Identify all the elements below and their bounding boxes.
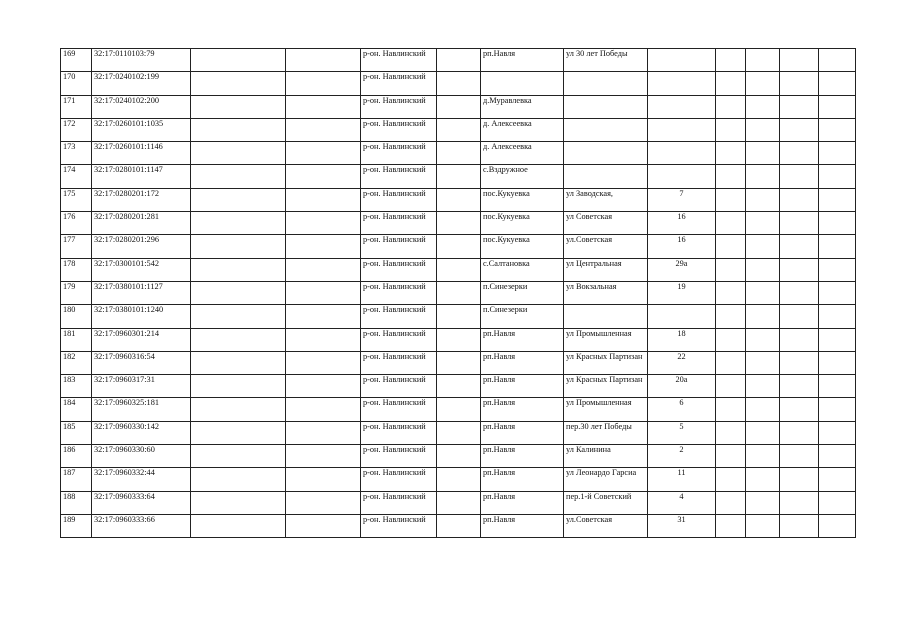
row-number-cell: 185 <box>61 421 92 444</box>
row-number-cell: 189 <box>61 514 92 537</box>
empty-cell <box>780 445 819 468</box>
cadastral-number-cell: 32:17:0280201:172 <box>92 188 191 211</box>
empty-cell <box>819 188 856 211</box>
cadastral-number-cell: 32:17:0280201:296 <box>92 235 191 258</box>
row-number-cell: 188 <box>61 491 92 514</box>
empty-cell <box>191 468 286 491</box>
empty-cell <box>716 491 746 514</box>
empty-cell <box>819 72 856 95</box>
district-cell: р-он. Навлинский <box>361 468 437 491</box>
empty-cell <box>286 142 361 165</box>
empty-cell <box>191 165 286 188</box>
empty-cell <box>780 95 819 118</box>
empty-cell <box>286 188 361 211</box>
empty-cell <box>437 281 481 304</box>
empty-cell <box>286 212 361 235</box>
house-number-cell: 18 <box>648 328 716 351</box>
row-number-cell: 173 <box>61 142 92 165</box>
locality-cell: с.Вздружное <box>481 165 564 188</box>
district-cell: р-он. Навлинский <box>361 351 437 374</box>
street-cell <box>564 142 648 165</box>
row-number-cell: 183 <box>61 375 92 398</box>
district-cell: р-он. Навлинский <box>361 258 437 281</box>
house-number-cell: 11 <box>648 468 716 491</box>
empty-cell <box>437 445 481 468</box>
table-row <box>61 188 856 211</box>
district-cell: р-он. Навлинский <box>361 188 437 211</box>
empty-cell <box>716 72 746 95</box>
empty-cell <box>780 142 819 165</box>
table-row <box>61 328 856 351</box>
street-cell: ул.Советская <box>564 514 648 537</box>
empty-cell <box>780 72 819 95</box>
house-number-cell: 20а <box>648 375 716 398</box>
table-row <box>61 49 856 72</box>
empty-cell <box>437 165 481 188</box>
street-cell: ул Вокзальная <box>564 281 648 304</box>
locality-cell: рп.Навля <box>481 421 564 444</box>
empty-cell <box>191 142 286 165</box>
empty-cell <box>716 118 746 141</box>
empty-cell <box>437 305 481 328</box>
empty-cell <box>780 281 819 304</box>
locality-cell: рп.Навля <box>481 445 564 468</box>
locality-cell <box>481 72 564 95</box>
cadastral-number-cell: 32:17:0960325:181 <box>92 398 191 421</box>
street-cell: ул 30 лет Победы <box>564 49 648 72</box>
row-number-cell: 175 <box>61 188 92 211</box>
empty-cell <box>746 398 780 421</box>
empty-cell <box>716 468 746 491</box>
street-cell: ул Красных Партизан <box>564 351 648 374</box>
empty-cell <box>437 328 481 351</box>
house-number-cell <box>648 305 716 328</box>
row-number-cell: 171 <box>61 95 92 118</box>
empty-cell <box>286 514 361 537</box>
district-cell: р-он. Навлинский <box>361 72 437 95</box>
cadastral-number-cell: 32:17:0960330:60 <box>92 445 191 468</box>
house-number-cell <box>648 72 716 95</box>
empty-cell <box>437 421 481 444</box>
empty-cell <box>286 375 361 398</box>
empty-cell <box>716 421 746 444</box>
empty-cell <box>191 118 286 141</box>
house-number-cell: 31 <box>648 514 716 537</box>
row-number-cell: 177 <box>61 235 92 258</box>
empty-cell <box>819 445 856 468</box>
row-number-cell: 182 <box>61 351 92 374</box>
empty-cell <box>780 468 819 491</box>
empty-cell <box>819 212 856 235</box>
cadastral-number-cell: 32:17:0280101:1147 <box>92 165 191 188</box>
empty-cell <box>819 491 856 514</box>
locality-cell: рп.Навля <box>481 328 564 351</box>
empty-cell <box>780 258 819 281</box>
empty-cell <box>780 328 819 351</box>
empty-cell <box>746 188 780 211</box>
locality-cell: пос.Кукуевка <box>481 212 564 235</box>
street-cell: ул Советская <box>564 212 648 235</box>
empty-cell <box>437 72 481 95</box>
empty-cell <box>191 258 286 281</box>
house-number-cell: 4 <box>648 491 716 514</box>
cadastral-number-cell: 32:17:0300101:542 <box>92 258 191 281</box>
empty-cell <box>746 281 780 304</box>
house-number-cell <box>648 165 716 188</box>
empty-cell <box>746 258 780 281</box>
empty-cell <box>437 142 481 165</box>
empty-cell <box>191 49 286 72</box>
street-cell: ул Промышленная <box>564 328 648 351</box>
empty-cell <box>286 95 361 118</box>
table-row <box>61 95 856 118</box>
empty-cell <box>746 468 780 491</box>
empty-cell <box>746 142 780 165</box>
empty-cell <box>716 328 746 351</box>
empty-cell <box>780 118 819 141</box>
district-cell: р-он. Навлинский <box>361 281 437 304</box>
street-cell: ул Леонардо Гарсиа <box>564 468 648 491</box>
empty-cell <box>746 491 780 514</box>
locality-cell: рп.Навля <box>481 49 564 72</box>
empty-cell <box>191 188 286 211</box>
table-row <box>61 165 856 188</box>
table-body <box>61 49 856 538</box>
cadastral-number-cell: 32:17:0380101:1240 <box>92 305 191 328</box>
empty-cell <box>716 212 746 235</box>
table-row <box>61 72 856 95</box>
table-row <box>61 305 856 328</box>
district-cell: р-он. Навлинский <box>361 49 437 72</box>
locality-cell: п.Синезерки <box>481 281 564 304</box>
row-number-cell: 179 <box>61 281 92 304</box>
cadastral-number-cell: 32:17:0960333:64 <box>92 491 191 514</box>
table-row <box>61 514 856 537</box>
district-cell: р-он. Навлинский <box>361 235 437 258</box>
district-cell: р-он. Навлинский <box>361 142 437 165</box>
empty-cell <box>746 445 780 468</box>
empty-cell <box>716 445 746 468</box>
locality-cell: д.Муравлевка <box>481 95 564 118</box>
empty-cell <box>746 421 780 444</box>
empty-cell <box>716 305 746 328</box>
empty-cell <box>286 258 361 281</box>
house-number-cell <box>648 95 716 118</box>
empty-cell <box>191 305 286 328</box>
empty-cell <box>780 514 819 537</box>
empty-cell <box>819 281 856 304</box>
table-row <box>61 258 856 281</box>
locality-cell: рп.Навля <box>481 398 564 421</box>
district-cell: р-он. Навлинский <box>361 445 437 468</box>
table-row <box>61 398 856 421</box>
table-row <box>61 118 856 141</box>
district-cell: р-он. Навлинский <box>361 305 437 328</box>
empty-cell <box>191 212 286 235</box>
district-cell: р-он. Навлинский <box>361 328 437 351</box>
row-number-cell: 181 <box>61 328 92 351</box>
empty-cell <box>191 491 286 514</box>
empty-cell <box>819 118 856 141</box>
empty-cell <box>191 328 286 351</box>
empty-cell <box>780 421 819 444</box>
empty-cell <box>819 49 856 72</box>
cadastral-number-cell: 32:17:0280201:281 <box>92 212 191 235</box>
street-cell: ул Промышленная <box>564 398 648 421</box>
empty-cell <box>286 351 361 374</box>
empty-cell <box>716 514 746 537</box>
empty-cell <box>286 72 361 95</box>
empty-cell <box>819 421 856 444</box>
empty-cell <box>191 95 286 118</box>
table-row <box>61 212 856 235</box>
street-cell: пер.1-й Советский <box>564 491 648 514</box>
empty-cell <box>716 49 746 72</box>
table-row <box>61 375 856 398</box>
cadastral-number-cell: 32:17:0960332:44 <box>92 468 191 491</box>
street-cell: пер.30 лет Победы <box>564 421 648 444</box>
locality-cell: рп.Навля <box>481 491 564 514</box>
table-row <box>61 445 856 468</box>
empty-cell <box>437 212 481 235</box>
street-cell: ул Заводская, <box>564 188 648 211</box>
locality-cell: пос.Кукуевка <box>481 235 564 258</box>
district-cell: р-он. Навлинский <box>361 118 437 141</box>
locality-cell: д. Алексеевка <box>481 142 564 165</box>
table-row <box>61 351 856 374</box>
house-number-cell: 2 <box>648 445 716 468</box>
empty-cell <box>437 118 481 141</box>
street-cell <box>564 165 648 188</box>
empty-cell <box>286 468 361 491</box>
locality-cell: рп.Навля <box>481 351 564 374</box>
empty-cell <box>437 49 481 72</box>
house-number-cell <box>648 49 716 72</box>
house-number-cell: 29а <box>648 258 716 281</box>
empty-cell <box>746 165 780 188</box>
row-number-cell: 187 <box>61 468 92 491</box>
empty-cell <box>286 49 361 72</box>
district-cell: р-он. Навлинский <box>361 491 437 514</box>
house-number-cell: 7 <box>648 188 716 211</box>
row-number-cell: 169 <box>61 49 92 72</box>
empty-cell <box>746 351 780 374</box>
cadastral-number-cell: 32:17:0960316:54 <box>92 351 191 374</box>
house-number-cell: 16 <box>648 212 716 235</box>
table-row <box>61 491 856 514</box>
empty-cell <box>286 445 361 468</box>
empty-cell <box>780 375 819 398</box>
empty-cell <box>716 375 746 398</box>
street-cell <box>564 118 648 141</box>
empty-cell <box>286 491 361 514</box>
house-number-cell: 22 <box>648 351 716 374</box>
locality-cell: рп.Навля <box>481 375 564 398</box>
table-row <box>61 281 856 304</box>
cadastral-number-cell: 32:17:0240102:200 <box>92 95 191 118</box>
empty-cell <box>746 328 780 351</box>
empty-cell <box>780 351 819 374</box>
empty-cell <box>437 188 481 211</box>
empty-cell <box>437 514 481 537</box>
cadastral-number-cell: 32:17:0380101:1127 <box>92 281 191 304</box>
empty-cell <box>191 398 286 421</box>
empty-cell <box>746 49 780 72</box>
street-cell: ул.Советская <box>564 235 648 258</box>
locality-cell: рп.Навля <box>481 468 564 491</box>
street-cell: ул Калинина <box>564 445 648 468</box>
empty-cell <box>780 188 819 211</box>
street-cell: ул Красных Партизан <box>564 375 648 398</box>
empty-cell <box>780 49 819 72</box>
empty-cell <box>746 235 780 258</box>
empty-cell <box>286 305 361 328</box>
empty-cell <box>819 258 856 281</box>
cadastral-number-cell: 32:17:0260101:1146 <box>92 142 191 165</box>
empty-cell <box>716 142 746 165</box>
empty-cell <box>286 118 361 141</box>
empty-cell <box>819 95 856 118</box>
empty-cell <box>437 258 481 281</box>
empty-cell <box>437 398 481 421</box>
empty-cell <box>746 514 780 537</box>
empty-cell <box>191 421 286 444</box>
district-cell: р-он. Навлинский <box>361 165 437 188</box>
row-number-cell: 180 <box>61 305 92 328</box>
empty-cell <box>716 95 746 118</box>
empty-cell <box>819 305 856 328</box>
empty-cell <box>819 375 856 398</box>
empty-cell <box>746 95 780 118</box>
empty-cell <box>780 212 819 235</box>
empty-cell <box>819 235 856 258</box>
empty-cell <box>191 375 286 398</box>
table-row <box>61 235 856 258</box>
empty-cell <box>746 305 780 328</box>
empty-cell <box>819 398 856 421</box>
empty-cell <box>780 235 819 258</box>
empty-cell <box>286 165 361 188</box>
empty-cell <box>437 491 481 514</box>
locality-cell: д. Алексеевка <box>481 118 564 141</box>
empty-cell <box>437 351 481 374</box>
empty-cell <box>437 95 481 118</box>
empty-cell <box>716 258 746 281</box>
empty-cell <box>746 212 780 235</box>
empty-cell <box>286 281 361 304</box>
empty-cell <box>746 72 780 95</box>
row-number-cell: 170 <box>61 72 92 95</box>
empty-cell <box>191 281 286 304</box>
row-number-cell: 176 <box>61 212 92 235</box>
house-number-cell: 19 <box>648 281 716 304</box>
house-number-cell: 5 <box>648 421 716 444</box>
cadastral-number-cell: 32:17:0260101:1035 <box>92 118 191 141</box>
empty-cell <box>716 235 746 258</box>
empty-cell <box>819 328 856 351</box>
table-row <box>61 142 856 165</box>
district-cell: р-он. Навлинский <box>361 421 437 444</box>
district-cell: р-он. Навлинский <box>361 375 437 398</box>
empty-cell <box>819 142 856 165</box>
empty-cell <box>716 188 746 211</box>
row-number-cell: 172 <box>61 118 92 141</box>
property-table <box>60 48 856 538</box>
cadastral-number-cell: 32:17:0960301:214 <box>92 328 191 351</box>
street-cell <box>564 95 648 118</box>
empty-cell <box>716 281 746 304</box>
empty-cell <box>780 398 819 421</box>
empty-cell <box>716 165 746 188</box>
house-number-cell: 6 <box>648 398 716 421</box>
locality-cell: п.Синезерки <box>481 305 564 328</box>
empty-cell <box>780 491 819 514</box>
table-row <box>61 468 856 491</box>
house-number-cell <box>648 118 716 141</box>
empty-cell <box>780 165 819 188</box>
street-cell <box>564 72 648 95</box>
cadastral-number-cell: 32:17:0110103:79 <box>92 49 191 72</box>
empty-cell <box>286 235 361 258</box>
cadastral-number-cell: 32:17:0960317:31 <box>92 375 191 398</box>
cadastral-number-cell: 32:17:0960333:66 <box>92 514 191 537</box>
empty-cell <box>437 375 481 398</box>
empty-cell <box>286 421 361 444</box>
empty-cell <box>819 165 856 188</box>
row-number-cell: 178 <box>61 258 92 281</box>
row-number-cell: 174 <box>61 165 92 188</box>
row-number-cell: 186 <box>61 445 92 468</box>
district-cell: р-он. Навлинский <box>361 95 437 118</box>
house-number-cell <box>648 142 716 165</box>
row-number-cell: 184 <box>61 398 92 421</box>
empty-cell <box>191 72 286 95</box>
empty-cell <box>286 328 361 351</box>
empty-cell <box>286 398 361 421</box>
cadastral-number-cell: 32:17:0960330:142 <box>92 421 191 444</box>
table-row <box>61 421 856 444</box>
empty-cell <box>437 468 481 491</box>
district-cell: р-он. Навлинский <box>361 398 437 421</box>
empty-cell <box>716 398 746 421</box>
street-cell <box>564 305 648 328</box>
empty-cell <box>191 514 286 537</box>
empty-cell <box>746 118 780 141</box>
district-cell: р-он. Навлинский <box>361 212 437 235</box>
house-number-cell: 16 <box>648 235 716 258</box>
cadastral-number-cell: 32:17:0240102:199 <box>92 72 191 95</box>
empty-cell <box>780 305 819 328</box>
empty-cell <box>819 468 856 491</box>
empty-cell <box>437 235 481 258</box>
empty-cell <box>819 351 856 374</box>
locality-cell: пос.Кукуевка <box>481 188 564 211</box>
empty-cell <box>191 351 286 374</box>
empty-cell <box>746 375 780 398</box>
empty-cell <box>191 235 286 258</box>
locality-cell: с.Салтановка <box>481 258 564 281</box>
district-cell: р-он. Навлинский <box>361 514 437 537</box>
empty-cell <box>716 351 746 374</box>
empty-cell <box>819 514 856 537</box>
empty-cell <box>191 445 286 468</box>
locality-cell: рп.Навля <box>481 514 564 537</box>
street-cell: ул Центральная <box>564 258 648 281</box>
